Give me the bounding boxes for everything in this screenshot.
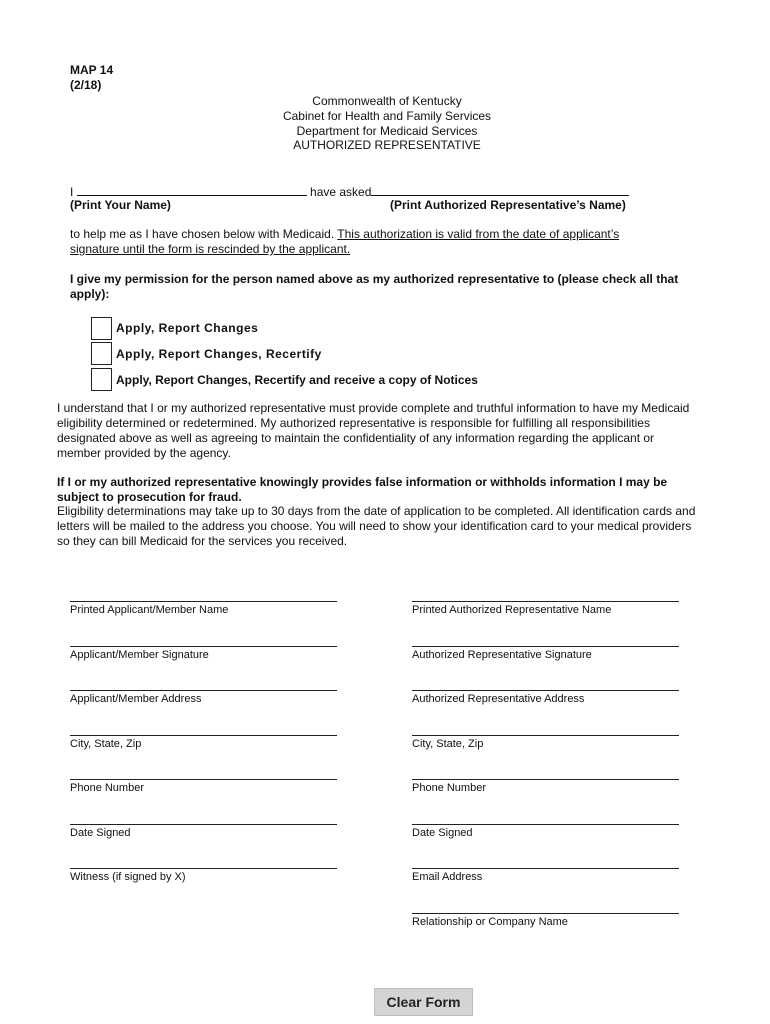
header-state: Commonwealth of Kentucky [312,94,462,108]
understand-paragraph: I understand that I or my authorized representative must provide complete and truthful information to have my Medicaid eligibility determined or redetermined. My authorized representative is responsible for fulfilling all responsibilities designated above as well as agreeing to maintain the confidentiality of any information regarding the applicant or member provided by the agency. [57,401,690,460]
applicant-name-label: Printed Applicant/Member Name [70,604,229,616]
witness-label: Witness (if signed by X) [70,871,186,883]
checkbox-apply-report-recertify[interactable] [91,342,112,365]
print-rep-name-label: (Print Authorized Representative’s Name) [390,198,626,212]
option-apply-report-recertify-label: Apply, Report Changes, Recertify [116,347,322,361]
form-id-block [70,63,113,93]
have-asked-text: have asked [310,185,372,199]
option-apply-report-label: Apply, Report Changes [116,321,259,335]
applicant-signature-line[interactable] [70,646,337,647]
applicant-date-line[interactable] [70,824,337,825]
clear-form-button[interactable]: Clear Form [374,988,473,1016]
rep-city-line[interactable] [412,735,679,736]
rep-phone-line[interactable] [412,779,679,780]
rep-name-line[interactable] [412,601,679,602]
rep-address-label: Authorized Representative Address [412,693,585,705]
applicant-city-line[interactable] [70,735,337,736]
rep-phone-label: Phone Number [412,782,486,794]
header-cabinet: Cabinet for Health and Family Services [282,108,492,123]
rep-address-line[interactable] [412,690,679,691]
rep-relationship-line[interactable] [412,913,679,914]
rep-date-line[interactable] [412,824,679,825]
applicant-signature-label: Applicant/Member Signature [70,649,209,661]
checkbox-apply-report[interactable] [91,317,112,340]
checkbox-apply-report-recertify-notices[interactable] [91,368,112,391]
rep-signature-label: Authorized Representative Signature [412,649,592,661]
rep-email-label: Email Address [412,871,483,883]
your-name-field[interactable] [77,183,307,196]
rep-date-label: Date Signed [412,827,473,839]
name-row [70,183,629,199]
witness-line[interactable] [70,868,337,869]
applicant-phone-label: Phone Number [70,782,144,794]
applicant-phone-line[interactable] [70,779,337,780]
form-revision: (2/18) [70,78,102,92]
i-text: I [70,185,74,199]
applicant-address-label: Applicant/Member Address [70,693,202,705]
header-department: Department for Medicaid Services [296,123,478,138]
eligibility-paragraph: Eligibility determinations may take up to 30 days from the date of application to be completed. All identification cards and letters will be mailed to the address you choose. You will need to show your identification card to your medical providers so they can bill Medicaid for the services you received. [57,504,696,548]
option-apply-report-recertify-notices-label: Apply, Report Changes, Recertify and receive a copy of Notices [116,373,478,387]
rep-name-label: Printed Authorized Representative Name [412,604,612,616]
document-header [0,94,770,153]
validity-text-1: This authorization is valid from the date of applicant’s [337,227,620,241]
help-text: to help me as I have chosen below with Medicaid. [70,227,335,241]
applicant-name-line[interactable] [70,601,337,602]
validity-text-2: signature until the form is rescinded by the applicant. [70,242,351,256]
applicant-date-label: Date Signed [70,827,131,839]
rep-email-line[interactable] [412,868,679,869]
form-number: MAP 14 [70,63,114,77]
print-your-name-label: (Print Your Name) [70,198,171,212]
fraud-warning: If I or my authorized representative knowingly provides false information or withholds information I may be subject to prosecution for fraud. [57,475,668,504]
help-paragraph [70,227,690,257]
applicant-address-line[interactable] [70,690,337,691]
rep-signature-line[interactable] [412,646,679,647]
applicant-city-label: City, State, Zip [70,738,142,750]
rep-city-label: City, State, Zip [412,738,484,750]
representative-name-field[interactable] [371,183,629,196]
page-title: AUTHORIZED REPRESENTATIVE [293,138,481,153]
rep-relationship-label: Relationship or Company Name [412,916,568,928]
permission-heading: I give my permission for the person named above as my authorized representative to (please check all that apply): [70,272,679,301]
